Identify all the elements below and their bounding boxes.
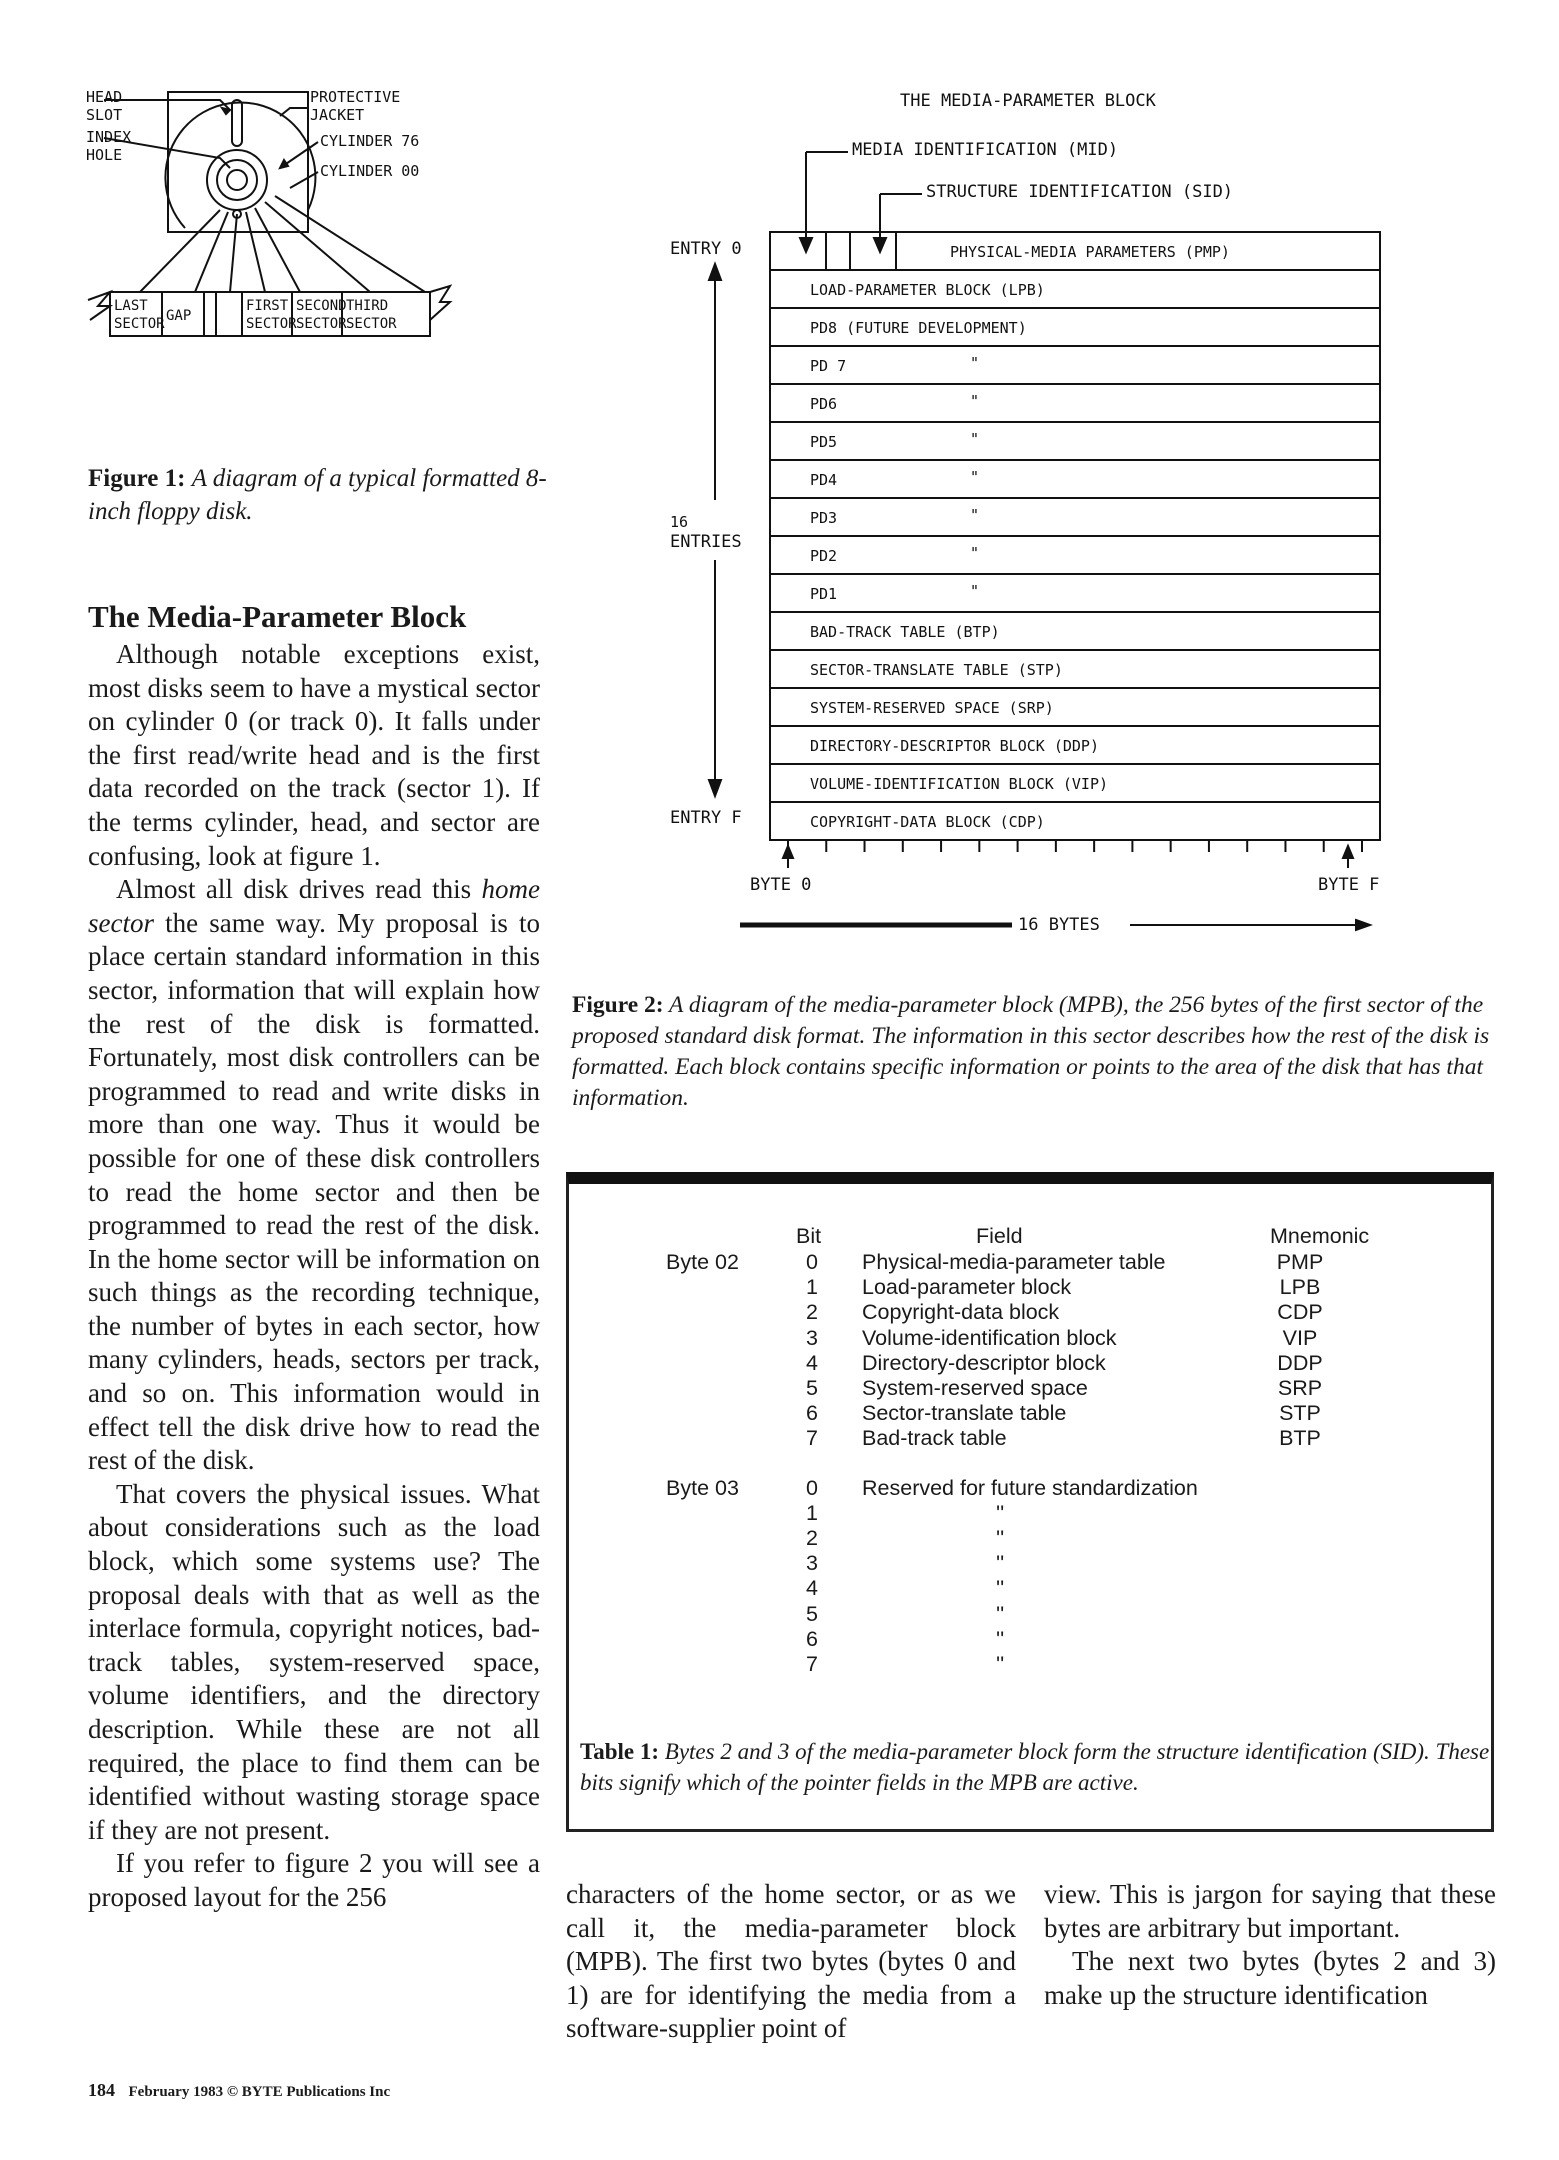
paragraph-2: [88, 873, 540, 1478]
track-cell-label: SECOND: [296, 298, 347, 314]
table-cell-bit: 6: [806, 1401, 818, 1426]
mpb-row-box: [770, 346, 1380, 384]
mpb-row-ditto: ": [970, 354, 980, 372]
mpb-row-label: DIRECTORY-DESCRIPTOR BLOCK (DDP): [810, 737, 1099, 755]
mpb-row-label: SECTOR-TRANSLATE TABLE (STP): [810, 661, 1063, 679]
mpb-row-ditto: ": [970, 582, 980, 600]
mpb-row-label: PD1: [810, 585, 838, 603]
table-cell-field: '': [996, 1601, 1005, 1626]
table-byte-label: Byte 03: [666, 1475, 739, 1500]
mpb-row-box: [770, 384, 1380, 422]
table-cell-mnemonic: VIP: [1282, 1325, 1318, 1350]
mpb-row-box: [770, 536, 1380, 574]
table-cell-bit: 5: [806, 1601, 818, 1626]
track-cell-label: SECTOR: [246, 316, 297, 332]
track-cell-label: LAST: [114, 298, 148, 314]
label-cylinder-76: CYLINDER 76: [320, 132, 420, 150]
paragraph-2-text-a: Almost all disk drives read this: [116, 874, 482, 905]
figure-1-caption-text: A diagram of a typical formatted 8-inch floppy disk.: [88, 465, 547, 525]
table-cell-bit: 1: [806, 1500, 818, 1525]
table-cell-bit: 3: [806, 1551, 818, 1576]
figure-2-caption-text: A diagram of the media-parameter block (MPB), the 256 bytes of the first sector of the proposed standard disk format. The information in this sector describes how the rest of the disk is formatted. Each block contains specific information or points to the area of the disk that has that information.: [572, 992, 1490, 1111]
mpb-row-box: [770, 498, 1380, 536]
fig2-entries: ENTRIES: [670, 532, 742, 552]
track-cell-label: SECTOR: [114, 316, 165, 332]
table-cell-bit: 0: [806, 1250, 818, 1274]
figure-2-caption-label: Figure 2:: [572, 992, 664, 1018]
table-cell-bit: 6: [806, 1626, 818, 1651]
table-cell-mnemonic: STP: [1279, 1401, 1321, 1426]
track-cell-label: THIRD: [346, 298, 389, 314]
paragraph-2-emphasis: home sector: [88, 874, 540, 938]
mpb-row-label: BAD-TRACK TABLE (BTP): [810, 623, 1000, 641]
mpb-row-label: VOLUME-IDENTIFICATION BLOCK (VIP): [810, 775, 1109, 793]
label-cylinder-00: CYLINDER 00: [320, 162, 420, 180]
table-cell-bit: 4: [806, 1576, 818, 1601]
label-hole: HOLE: [86, 146, 123, 164]
mpb-row-label: PD2: [810, 547, 838, 565]
mpb-row-label: PD6: [810, 395, 838, 413]
table-cell-field: System-reserved space: [862, 1376, 1088, 1400]
table-cell-field: Load-parameter block: [862, 1275, 1072, 1300]
table-cell-field: '': [996, 1500, 1005, 1525]
table-cell-mnemonic: PMP: [1276, 1250, 1324, 1274]
mpb-byte-ticks: [788, 840, 1362, 852]
fig2-byte-f: BYTE F: [1318, 875, 1380, 895]
page-number: 184: [88, 2080, 115, 2100]
page-footer: [88, 2080, 390, 2101]
figure-2-caption: [572, 990, 1506, 1114]
table-cell-field: Directory-descriptor block: [862, 1350, 1106, 1375]
table-cell-field: '': [996, 1626, 1005, 1651]
table-cell-mnemonic: CDP: [1277, 1300, 1323, 1325]
right-column-text: [1044, 1878, 1496, 2012]
figure-1-caption-label: Figure 1:: [88, 465, 186, 492]
label-jacket: JACKET: [310, 106, 365, 124]
table-1-caption: [580, 1736, 1490, 1798]
mpb-row-label: PD3: [810, 509, 838, 527]
table-cell-field: Physical-media-parameter table: [862, 1250, 1166, 1274]
table-header-mnemonic: Mnemonic: [1270, 1224, 1370, 1248]
table-cell-field: Sector-translate table: [862, 1401, 1067, 1426]
paragraph-2-text-b: the same way. My proposal is to place certain standard information in this sector, information that will explain how the rest of the disk is formatted. Fortunately, most disk controllers can be programmed to read and write disks in more than one way. Thus it would be possible for one of these disk controllers to read the home sector and then be programmed to read the rest of the disk. In the home sector will be information on such things as the recording technique, the number of bytes in each sector, how many cylinders, heads, sectors per track, and so on. This information would in effect tell the disk drive how to read the rest of the disk.: [88, 907, 540, 1476]
paragraph-4-text: If you refer to figure 2 you will see a proposed layout for the 256: [88, 1848, 540, 1912]
table-cell-bit: 4: [806, 1350, 818, 1375]
table-cell-field: Bad-track table: [862, 1426, 1007, 1451]
table-cell-bit: 3: [806, 1325, 818, 1350]
mpb-row-label: LOAD-PARAMETER BLOCK (LPB): [810, 281, 1045, 299]
paragraph-1: [88, 638, 540, 873]
table-cell-bit: 2: [806, 1300, 818, 1325]
section-heading: The Media-Parameter Block: [88, 599, 467, 634]
middle-column-text: characters of the home sector, or as we call it, the media-parameter block (MPB). The first two bytes (bytes 0 and 1) are for identifying the media from a software-supplier point of: [566, 1879, 1016, 2044]
fig2-16: 16: [670, 513, 689, 531]
table-cell-bit: 7: [806, 1426, 818, 1451]
mpb-row-label: SYSTEM-RESERVED SPACE (SRP): [810, 699, 1054, 717]
left-column-text: [88, 598, 540, 1915]
table-cell-bit: 1: [806, 1275, 818, 1300]
table-header-bit: Bit: [796, 1224, 822, 1248]
paragraph-3-text: That covers the physical issues. What about considerations such as the load block, which some systems use? The proposal deals with that as well as the interlace formula, copyright notices, bad-track tables, system-reserved space, volume identifiers, and the directory description. While these are not all required, the place to find them can be identified without wasting storage space if they are not present.: [88, 1478, 540, 1845]
fig2-mid-label: MEDIA IDENTIFICATION (MID): [852, 140, 1119, 160]
fig2-sid-label: STRUCTURE IDENTIFICATION (SID): [926, 182, 1234, 202]
table-cell-mnemonic: SRP: [1277, 1376, 1323, 1400]
mpb-row-ditto: ": [970, 506, 980, 524]
table-byte-label: Byte 02: [666, 1250, 739, 1274]
mpb-row-label: PD4: [810, 471, 838, 489]
label-head: HEAD: [86, 88, 123, 106]
fig2-title: THE MEDIA-PARAMETER BLOCK: [900, 91, 1156, 111]
mpb-row-box: [770, 460, 1380, 498]
table-cell-bit: 2: [806, 1526, 818, 1550]
mpb-row-ditto: ": [970, 392, 980, 410]
track-cell-label: SECTOR: [346, 316, 397, 332]
fig2-byte-0: BYTE 0: [750, 875, 812, 895]
table-1-caption-text: Bytes 2 and 3 of the media-parameter block form the structure identification (SID). These bits signify which of the pointer fields in the MPB are active.: [580, 1739, 1490, 1795]
table-cell-mnemonic: BTP: [1279, 1426, 1321, 1451]
fig2-16-bytes: 16 BYTES: [1018, 915, 1100, 935]
table-cell-mnemonic: DDP: [1277, 1350, 1323, 1375]
mpb-row-label: PD5: [810, 433, 838, 451]
mpb-row-ditto: ": [970, 544, 980, 562]
right-paragraph-1: view. This is jargon for saying that these bytes are arbitrary but important.: [1044, 1879, 1496, 1943]
table-cell-field: '': [996, 1576, 1005, 1601]
figure-1-caption: [88, 462, 548, 528]
figure-2-mpb-diagram: [640, 80, 1520, 950]
mpb-row-ditto: ": [970, 430, 980, 448]
mpb-row-label: PD8 (FUTURE DEVELOPMENT): [810, 319, 1027, 337]
paragraph-1-text: Although notable exceptions exist, most disks seem to have a mystical sector on cylinder 0 (or track 0). It falls under the first read/write head and is the first data recorded on the track (sector 1). If the terms cylinder, head, and sector are confusing, look at figure 1.: [88, 639, 540, 871]
mpb-row-box: [770, 422, 1380, 460]
fig2-entry-f: ENTRY F: [670, 808, 742, 828]
table-cell-field: '': [996, 1526, 1005, 1550]
table-header-field: Field: [976, 1224, 1023, 1248]
mpb-row-label: COPYRIGHT-DATA BLOCK (CDP): [810, 813, 1045, 831]
mpb-row-box: [770, 574, 1380, 612]
label-protective: PROTECTIVE: [310, 88, 401, 106]
table-cell-bit: 0: [806, 1475, 818, 1500]
track-cell-label: GAP: [166, 308, 192, 324]
mpb-row-label: PHYSICAL-MEDIA PARAMETERS (PMP): [950, 243, 1230, 261]
table-cell-mnemonic: LPB: [1279, 1275, 1321, 1300]
table-cell-field: '': [996, 1652, 1005, 1676]
table-cell-bit: 7: [806, 1652, 818, 1676]
table-cell-field: Volume-identification block: [862, 1325, 1117, 1350]
figure-1-floppy-diagram: [80, 80, 540, 420]
footer-text: February 1983 © BYTE Publications Inc: [128, 2084, 391, 2100]
table-cell-field: '': [996, 1551, 1005, 1576]
table-cell-field: Copyright-data block: [862, 1300, 1060, 1325]
right-paragraph-2: The next two bytes (bytes 2 and 3) make up the structure identification: [1044, 1946, 1496, 2010]
table-cell-field: Reserved for future standardization: [862, 1475, 1198, 1500]
track-cell-label: FIRST: [246, 298, 289, 314]
label-index: INDEX: [86, 128, 132, 146]
paragraph-3: [88, 1478, 540, 1848]
track-cell-label: SECTOR: [296, 316, 347, 332]
table-1-caption-label: Table 1:: [580, 1739, 660, 1764]
label-slot: SLOT: [86, 106, 123, 124]
mpb-row-label: PD 7: [810, 357, 847, 375]
paragraph-4: [88, 1847, 540, 1914]
table-cell-bit: 5: [806, 1376, 818, 1400]
mpb-row-ditto: ": [970, 468, 980, 486]
fig2-entry-0: ENTRY 0: [670, 239, 742, 259]
